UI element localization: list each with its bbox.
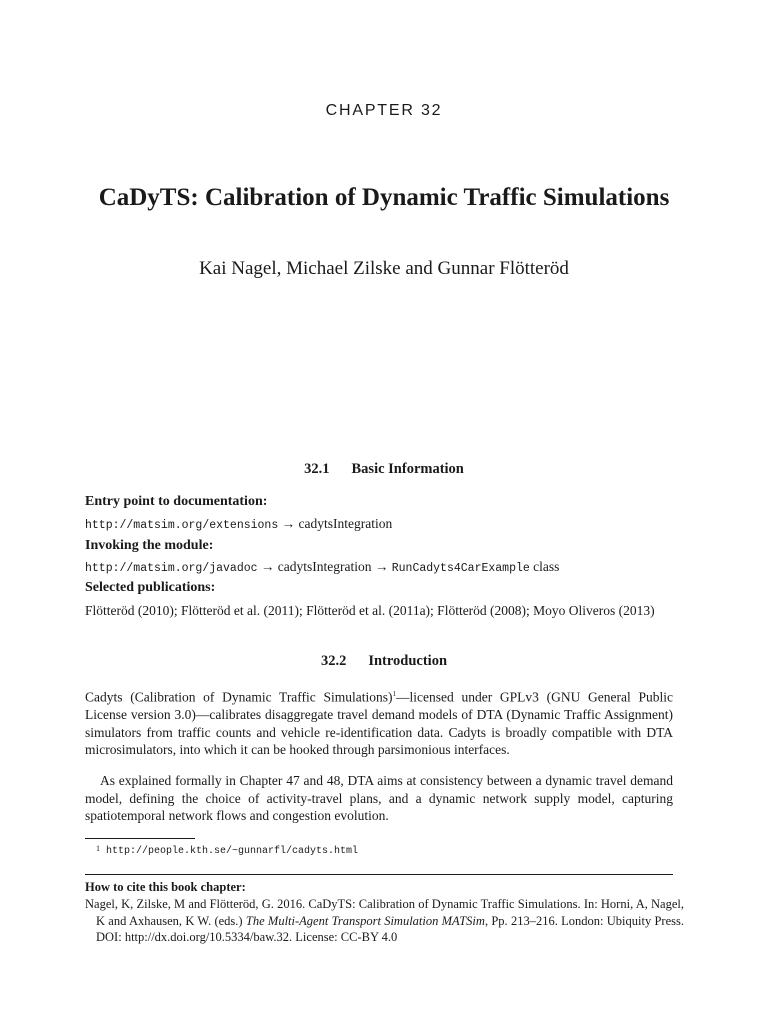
- publications-text: Flötteröd (2010); Flötteröd et al. (2011); Flötteröd et al. (2011a); Flötteröd (2008); Moyo Oliveros (2013): [85, 603, 655, 618]
- section-title: Introduction: [368, 653, 448, 669]
- footnote-mark: 1: [96, 844, 100, 853]
- footnote: [96, 844, 358, 857]
- intro-p1-rest: —licensed under GPLv3 (GNU General Public License version 3.0)—calibrates disaggregate travel demand models of DTA (Dynamic Traffic Assignment) simulators from traffic counts and vehicle re-identification data. Cadyts is broadly compatible with DTA microsimulators, into which it can be hooked through parsimonious interfaces.: [85, 689, 673, 757]
- citation-start: Nagel, K, Zilske, M and Flötteröd, G. 2016. CaDyTS: Calibration of Dynamic Traffic Simulations. In: Horni, A, Nagel, K and Axhausen, K W. (eds.): [85, 897, 684, 928]
- chapter-authors: Kai Nagel, Michael Zilske and Gunnar Flötteröd: [199, 258, 569, 279]
- arrow-icon: →: [374, 559, 389, 574]
- citation-book-title: The Multi-Agent Transport Simulation MATSim: [245, 913, 485, 928]
- footnote-ref[interactable]: 1: [392, 690, 397, 698]
- entry-target: cadytsIntegration: [298, 516, 393, 531]
- intro-paragraph-1: [85, 686, 673, 759]
- extensions-link[interactable]: http://matsim.org/extensions: [85, 519, 279, 532]
- cadyts-link[interactable]: http://people.kth.se/~gunnarfl/cadyts.html: [106, 846, 359, 857]
- invoke-class-word: class: [533, 559, 560, 574]
- section-number: 32.1: [304, 461, 330, 477]
- entry-point-line: [85, 516, 392, 532]
- intro-paragraph-2: As explained formally in Chapter 47 and 48, DTA aims at consistency between a dynamic travel demand model, defining the choice of activity-travel plans, and a dynamic network supply model, capturing spatiotemporal network flows and congestion evolution.: [85, 773, 673, 823]
- section-heading-basic-information: [0, 461, 768, 478]
- citation-heading: How to cite this book chapter:: [85, 880, 246, 894]
- citation-divider: [85, 874, 673, 875]
- section-heading-introduction: [0, 653, 768, 670]
- section-title: Basic Information: [351, 461, 464, 477]
- arrow-icon: →: [260, 559, 275, 574]
- invoke-target: cadytsIntegration: [277, 559, 372, 574]
- publications-label: Selected publications:: [85, 580, 216, 595]
- footnote-divider: [85, 838, 195, 839]
- citation-text: [85, 896, 684, 946]
- citation-end: , Pp. 213–216. London: Ubiquity Press. DOI: http://dx.doi.org/10.5334/baw.32. License: CC-BY 4.0: [96, 913, 684, 944]
- arrow-icon: →: [281, 516, 296, 531]
- section-number: 32.2: [320, 653, 347, 669]
- entry-point-label: Entry point to documentation:: [85, 494, 268, 509]
- chapter-label: CHAPTER 32: [325, 102, 443, 119]
- invoke-class-name: RunCadyts4CarExample: [391, 562, 530, 575]
- intro-p1-start: Cadyts (Calibration of Dynamic Traffic Simulations): [85, 689, 393, 705]
- invoking-module-label: Invoking the module:: [85, 538, 214, 553]
- chapter-title: CaDyTS: Calibration of Dynamic Traffic Simulations: [98, 184, 670, 211]
- javadoc-link[interactable]: http://matsim.org/javadoc: [85, 562, 258, 575]
- invoking-module-line: [85, 559, 559, 575]
